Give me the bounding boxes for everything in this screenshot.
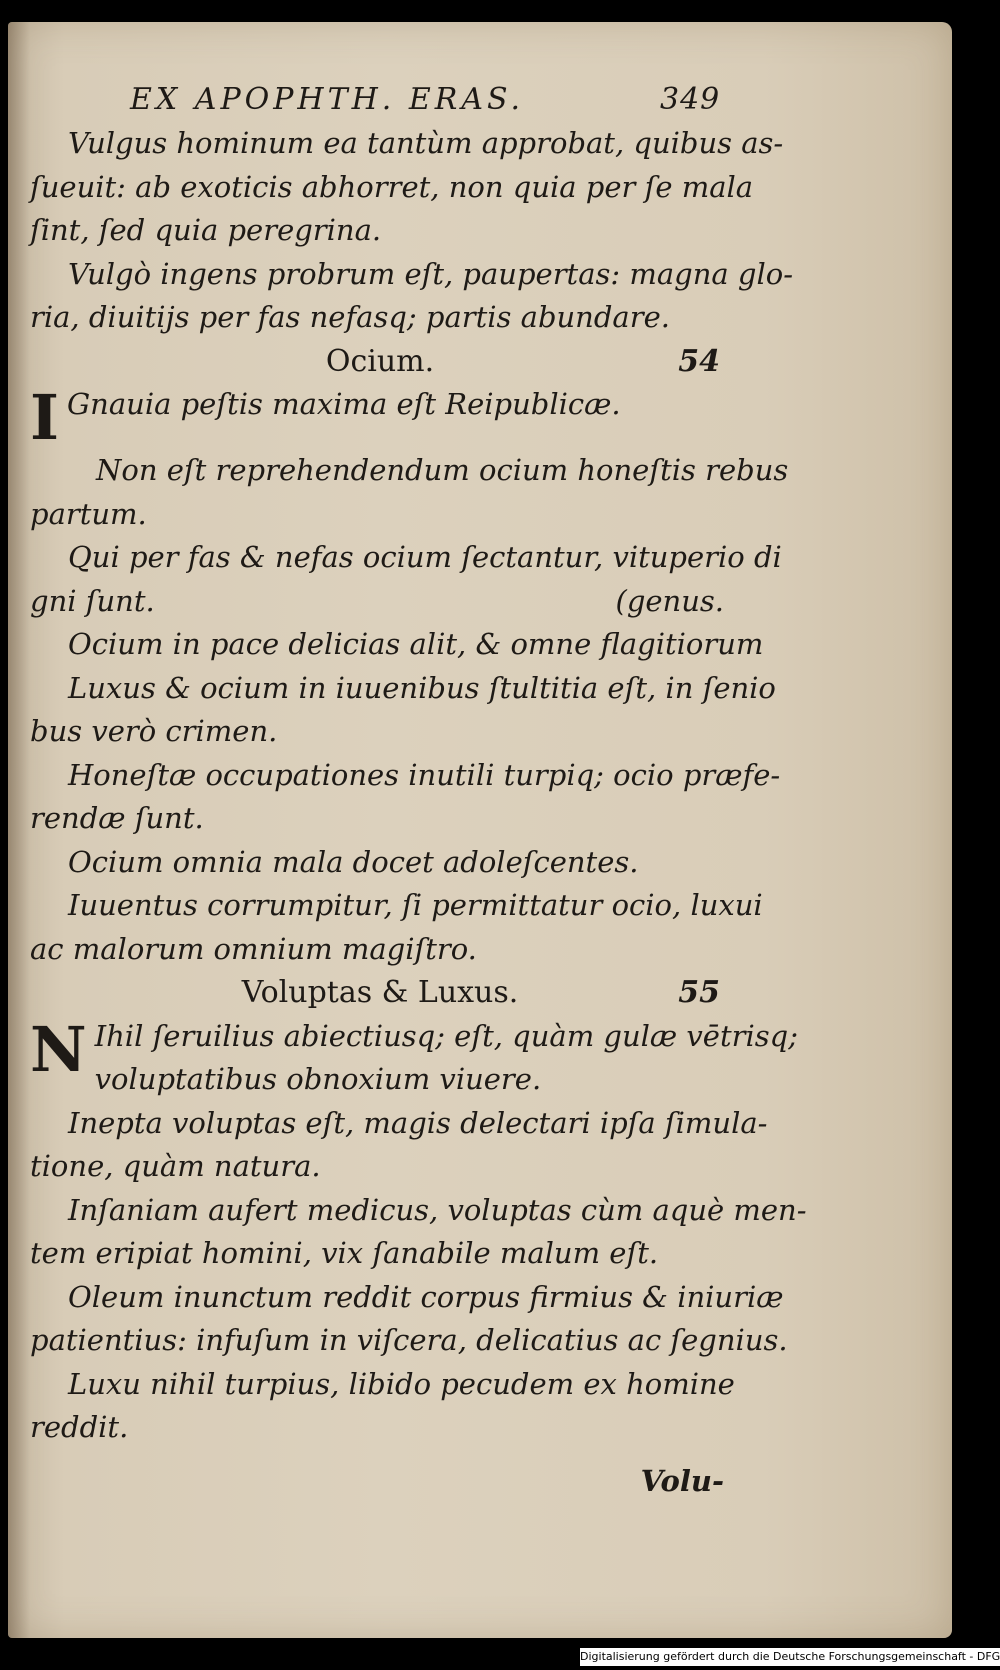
- text-line: Honeſtæ occupationes inutili turpiq; ocio præfe-: [68, 757, 781, 792]
- text-line: Inſaniam aufert medicus, voluptas cùm aquè men-: [68, 1192, 807, 1227]
- text-line-pair: [30, 580, 730, 624]
- text-line: voluptatibus obnoxium viuere.: [94, 1062, 542, 1096]
- text-line: reddit.: [30, 1410, 129, 1444]
- text-line: Qui per fas & nefas ocium ſectantur, vituperio di: [68, 540, 782, 574]
- section-title: Ocium.: [325, 343, 435, 379]
- text-line: tem eripiat homini, vix ſanabile malum eſt.: [30, 1236, 659, 1270]
- running-title: EX APOPHTH. ERAS.: [130, 82, 525, 117]
- text-line: Non eſt reprehendendum ocium honeſtis rebus: [96, 453, 789, 487]
- text-line: bus verò crimen.: [30, 714, 278, 748]
- section-heading-ocium: [30, 340, 730, 384]
- page-number: 349: [660, 82, 721, 117]
- text-line: Ihil ſeruilius abiectiusq; eſt, quàm gulæ vētrisq;: [94, 1018, 798, 1053]
- digitization-credit: Digitalisierung gefördert durch die Deutsche Forschungsgemeinschaft - DFG: [580, 1648, 1000, 1666]
- text-line: tione, quàm natura.: [30, 1149, 321, 1183]
- paragraph-voluptas-first: [30, 1012, 798, 1102]
- text-line: Ocium omnia mala docet adoleſcentes.: [68, 844, 639, 879]
- section-number: 54: [678, 343, 720, 379]
- text-line: ſint, ſed quia peregrina.: [30, 213, 382, 247]
- text-line: ac malorum omnium magiſtro.: [30, 931, 477, 966]
- paragraph-ocium-first: [30, 381, 730, 454]
- text-line: Ocium in pace delicias alit, & omne flagitiorum: [68, 627, 764, 661]
- text-line: partum.: [30, 496, 147, 531]
- catchword: Volu-: [640, 1463, 724, 1498]
- drop-cap: N: [30, 1012, 87, 1086]
- text-line: patientius: infuſum in viſcera, delicatius ac ſegnius.: [30, 1323, 788, 1357]
- text-line: Luxu nihil turpius, libido pecudem ex homine: [68, 1366, 735, 1401]
- text-line: Luxus & ocium in iuuenibus ſtultitia eſt, in ſenio: [68, 670, 776, 705]
- text-line: Inepta voluptas eſt, magis delectari ipſa ſimula-: [68, 1105, 768, 1140]
- section-title: Voluptas & Luxus.: [241, 975, 519, 1010]
- running-header: [30, 78, 730, 122]
- text-line: ria, diuitijs per fas nefasq; partis abundare.: [30, 300, 670, 334]
- text-line-carry: (genus.: [615, 583, 724, 618]
- text-line: Oleum inunctum reddit corpus firmius & iniuriæ: [68, 1279, 784, 1314]
- text-line: ſueuit: ab exoticis abhorret, non quia per ſe mala: [30, 169, 754, 204]
- text-line: gni ſunt.: [30, 583, 155, 618]
- text-line: Vulgò ingens probrum eſt, paupertas: magna glo-: [68, 256, 793, 291]
- section-heading-voluptas: [30, 971, 730, 1015]
- drop-cap: I: [30, 381, 60, 454]
- text-line: Vulgus hominum ea tantùm approbat, quibus as-: [68, 126, 784, 160]
- text-line: Iuuentus corrumpitur, ſi permittatur ocio, luxui: [68, 888, 763, 922]
- page-text: [30, 78, 807, 1503]
- text-line: Gnauia peſtis maxima eſt Reipublicæ.: [67, 387, 621, 421]
- text-line: rendæ ſunt.: [30, 801, 204, 835]
- section-number: 55: [678, 975, 720, 1010]
- gutter-shadow: [8, 22, 30, 1638]
